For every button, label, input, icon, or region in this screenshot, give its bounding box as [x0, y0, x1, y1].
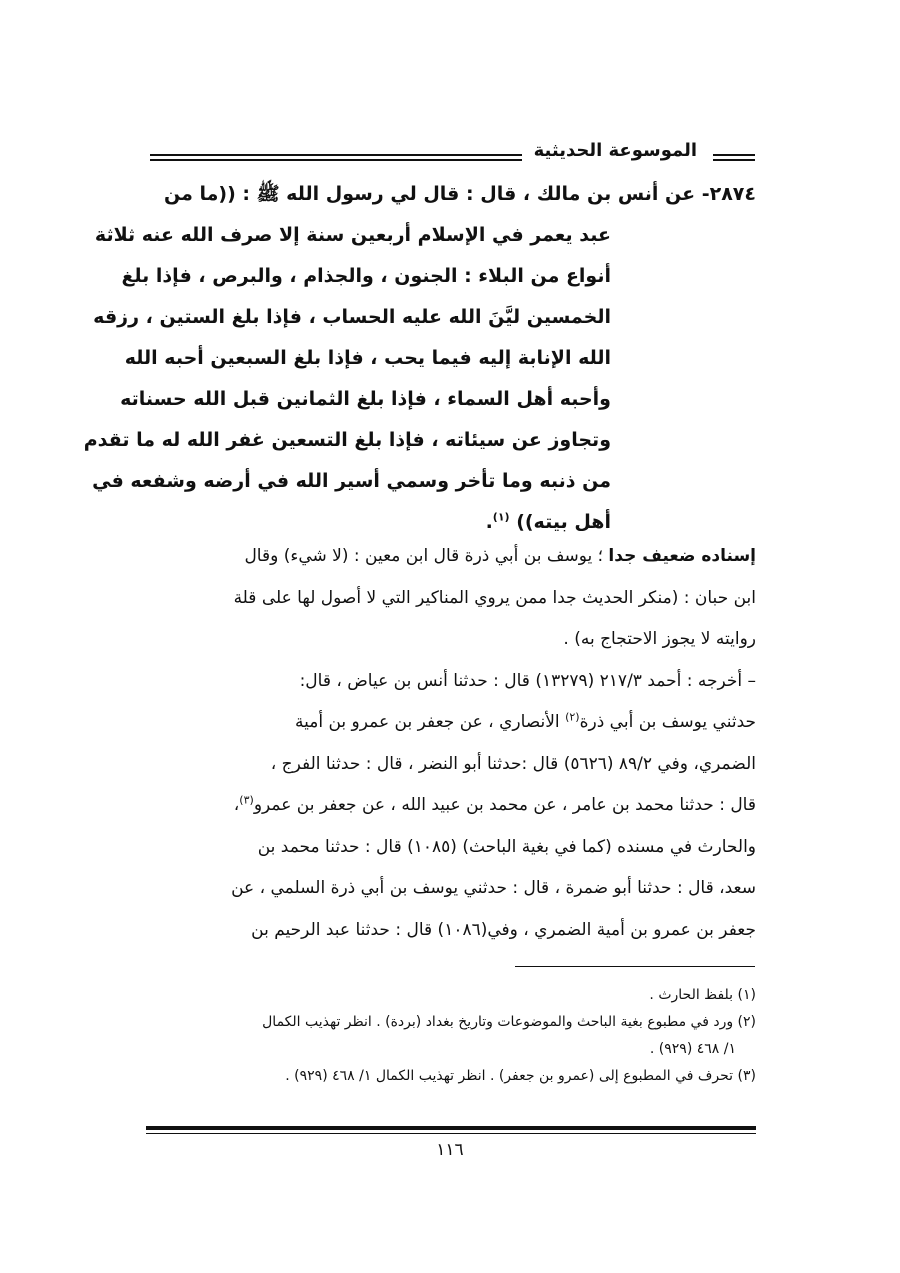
body-line: جعفر بن عمرو بن أمية الضمري ، وفي(١٠٨٦) قال : حدثنا عبد الرحيم بن: [251, 919, 756, 940]
footnote-ref: (١): [492, 510, 510, 524]
hadith-text: [83, 174, 756, 543]
body-text: الأنصاري ، عن جعفر بن عمرو بن أمية: [295, 712, 566, 732]
footnote-2-continuation: ١/ ٤٦٨ (٩٢٩) .: [649, 1041, 736, 1057]
footnote-ref: (٣): [239, 793, 254, 807]
hadith-last-end: .: [485, 511, 493, 533]
hadith-line: وأحبه أهل السماء ، فإذا بلغ الثمانين قبل الله حسناته: [120, 388, 611, 410]
hadith-line: عبد يعمر في الإسلام أربعين سنة إلا صرف الله عنه ثلاثة: [94, 224, 611, 246]
header-rule: [150, 154, 522, 156]
hadith-last-text: أهل بيته)): [509, 511, 611, 533]
hadith-line: من ذنبه وما تأخر وسمي أسير الله في أرضه وشفعه في: [92, 470, 611, 492]
body-line: والحارث في مسنده (كما في بغية الباحث) (١٠٨٥) قال : حدثنا محمد بن: [257, 836, 756, 857]
header-rule: [713, 159, 755, 161]
body-line: ابن حبان : (منكر الحديث جدا ممن يروي المناكير التي لا أصول لها على قلة: [233, 587, 756, 608]
hadith-line: ٢٨٧٤- عن أنس بن مالك ، قال : قال لي رسول الله ﷺ : ((ما من: [164, 183, 756, 205]
footer-rule: [146, 1126, 756, 1130]
commentary-text: [146, 536, 756, 951]
footnote-separator: [515, 966, 755, 967]
body-line: [146, 702, 756, 744]
body-line: [146, 536, 756, 578]
body-text: قال : حدثنا محمد بن عامر ، عن محمد بن عبيد الله ، عن جعفر بن عمرو: [253, 795, 756, 815]
hadith-line: أنواع من البلاء : الجنون ، والجذام ، والبرص ، فإذا بلغ: [121, 265, 611, 287]
footer-rule: [146, 1133, 756, 1134]
hadith-line: وتجاوز عن سيئاته ، فإذا بلغ التسعين غفر الله له ما تقدم: [83, 429, 611, 451]
footnote-3: (٣) تحرف في المطبوع إلى (عمرو بن جعفر) . انظر تهذيب الكمال ١/ ٤٦٨ (٩٢٩) .: [285, 1068, 756, 1084]
body-text: ،: [233, 795, 240, 815]
body-line: الضمري، وفي ٨٩/٢ (٥٦٢٦) قال :حدثنا أبو النضر ، قال : حدثنا الفرج ،: [270, 753, 756, 774]
body-text: ؛ يوسف بن أبي ذرة قال ابن معين : (لا شيء) وقال: [244, 546, 609, 566]
page-number: ١١٦: [436, 1140, 464, 1160]
header-rule: [713, 154, 755, 156]
header-rule: [150, 159, 522, 161]
footnote-ref: (٢): [565, 710, 580, 724]
header-title: الموسوعة الحديثية: [533, 140, 697, 161]
body-line: [146, 785, 756, 827]
footnote-1: (١) بلفظ الحارث .: [649, 987, 756, 1003]
footnote-2: (٢) ورد في مطبوع بغية الباحث والموضوعات وتاريخ بغداد (بردة) . انظر تهذيب الكمال: [262, 1014, 756, 1030]
body-text: حدثني يوسف بن أبي ذرة: [579, 712, 756, 732]
body-line: سعد، قال : حدثنا أبو ضمرة ، قال : حدثني يوسف بن أبي ذرة السلمي ، عن: [231, 878, 756, 898]
body-line: روايته لا يجوز الاحتجاج به) .: [563, 629, 756, 649]
hadith-line: الخمسين ليَّنَ الله عليه الحساب ، فإذا بلغ الستين ، رزقه: [93, 306, 611, 328]
grading-label: إسناده ضعيف جدا: [608, 546, 756, 566]
body-line: – أخرجه : أحمد ٢١٧/٣ (١٣٢٧٩) قال : حدثنا أنس بن عياض ، قال:: [299, 670, 756, 691]
hadith-line: الله الإنابة إليه فيما يحب ، فإذا بلغ السبعين أحبه الله: [124, 347, 611, 369]
footnotes: [146, 982, 756, 1090]
